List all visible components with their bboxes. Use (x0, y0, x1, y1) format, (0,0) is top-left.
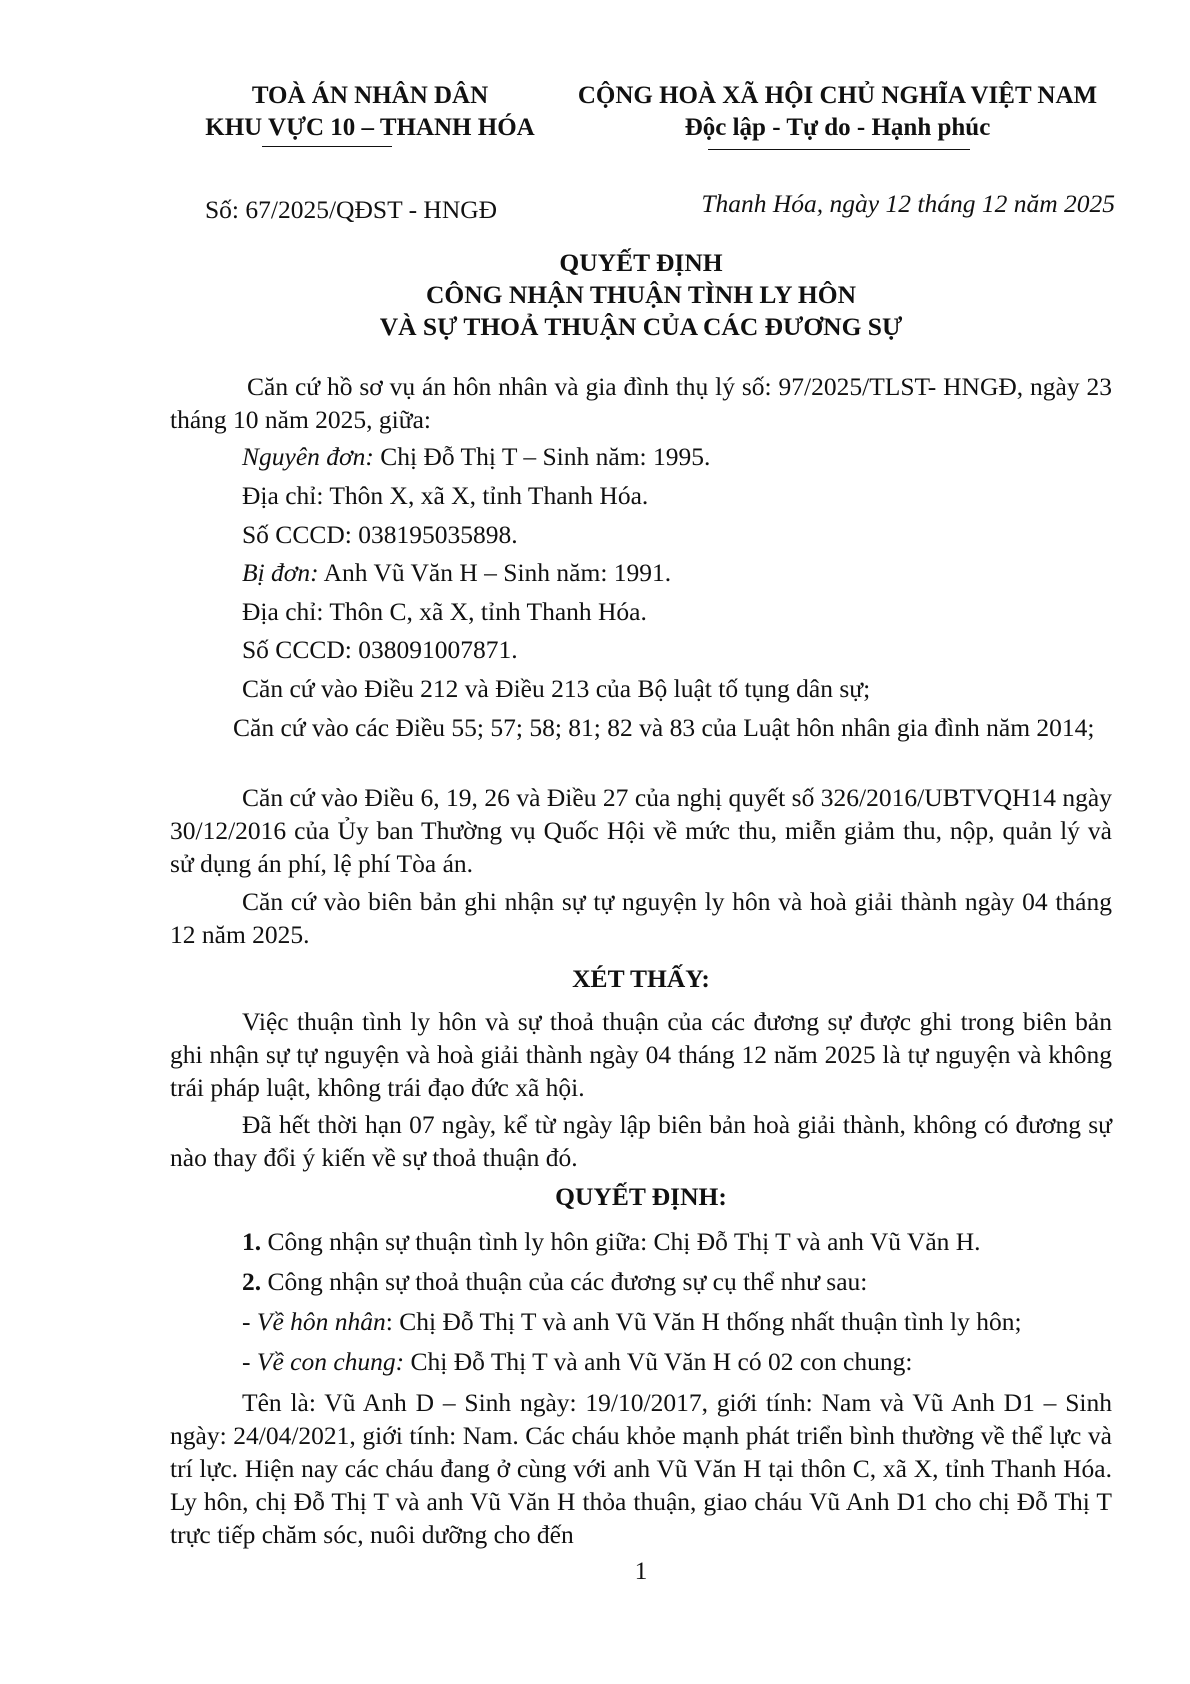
nation-motto: Độc lập - Tự do - Hạnh phúc (684, 114, 991, 141)
children-label: - Về con chung: (242, 1347, 405, 1376)
basis-law-marriage: Căn cứ vào các Điều 55; 57; 58; 81; 82 và 83 của Luật hôn nhân gia đình năm 2014; (233, 713, 1095, 742)
children-text: Chị Đỗ Thị T và anh Vũ Văn H có 02 con chung: (404, 1347, 913, 1376)
findings-para2: Đã hết thời hạn 07 ngày, kể từ ngày lập biên bản hoà giải thành, không có đương sự nào thay đổi ý kiến về sự thoả thuận đó. (170, 1110, 1112, 1172)
findings-heading: XÉT THẤY: (572, 964, 710, 993)
plaintiff-id: Số CCCD: 038195035898. (242, 520, 518, 549)
plaintiff-line (242, 440, 710, 473)
plaintiff-label: Nguyên đơn: (242, 442, 374, 471)
decision-marriage (242, 1305, 1022, 1338)
defendant-label: Bị đơn: (242, 558, 319, 587)
document-number: Số: 67/2025/QĐST - HNGĐ (205, 195, 498, 224)
court-name-line1: TOÀ ÁN NHÂN DÂN (251, 82, 489, 109)
defendant-address: Địa chỉ: Thôn C, xã X, tỉnh Thanh Hóa. (242, 597, 647, 626)
court-name-line2: KHU VỰC 10 – THANH HÓA (205, 114, 535, 141)
defendant-line (242, 556, 671, 589)
children-detail: Tên là: Vũ Anh D – Sinh ngày: 19/10/2017, giới tính: Nam và Vũ Anh D1 – Sinh ngày: 24/04/2021, giới tính: Nam. Các cháu khỏe mạnh phát triển bình thường về thể lực và trí lực. Hiện nay các cháu đang ở cùng với anh Vũ Văn H tại thôn C, xã X, tỉnh Thanh Hóa. Ly hôn, chị Đỗ Thị T và anh Vũ Văn H thỏa thuận, giao cháu Vũ Anh D1 cho chị Đỗ Thị T trực tiếp chăm sóc, nuôi dưỡng cho đến (170, 1388, 1112, 1549)
defendant-value: Anh Vũ Văn H – Sinh năm: 1991. (318, 558, 672, 587)
title-line3: VÀ SỰ THOẢ THUẬN CỦA CÁC ĐƯƠNG SỰ (379, 312, 903, 341)
decision-item-2-text: Công nhận sự thoả thuận của các đương sự cụ thể như sau: (261, 1267, 868, 1296)
title-line2: CÔNG NHẬN THUẬN TÌNH LY HÔN (425, 280, 857, 309)
place-date: Thanh Hóa, ngày 12 tháng 12 năm 2025 (701, 189, 1115, 218)
motto-underline (708, 149, 970, 150)
plaintiff-address: Địa chỉ: Thôn X, xã X, tỉnh Thanh Hóa. (242, 481, 649, 510)
title-line1: QUYẾT ĐỊNH (559, 248, 723, 277)
findings-para1: Việc thuận tình ly hôn và sự thoả thuận của các đương sự được ghi trong biên bản ghi nhận sự tự nguyện và hoà giải thành ngày 04 tháng 12 năm 2025 là tự nguyện và không trái pháp luật, không trái đạo đức xã hội. (170, 1007, 1112, 1102)
marriage-label: - Về hôn nhân (242, 1307, 386, 1336)
decision-item-1-text: Công nhận sự thuận tình ly hôn giữa: Chị Đỗ Thị T và anh Vũ Văn H. (261, 1227, 981, 1256)
decision-heading: QUYẾT ĐỊNH: (555, 1182, 727, 1211)
nation-title: CỘNG HOÀ XÃ HỘI CHỦ NGHĨA VIỆT NAM (577, 82, 1098, 109)
decision-item-1-number: 1. (242, 1227, 262, 1256)
basis-case-file: Căn cứ hồ sơ vụ án hôn nhân và gia đình thụ lý số: 97/2025/TLST- HNGĐ, ngày 23 tháng 10 năm 2025, giữa: (170, 372, 1112, 434)
decision-item-1 (242, 1225, 981, 1258)
plaintiff-value: Chị Đỗ Thị T – Sinh năm: 1995. (373, 442, 711, 471)
decision-item-2 (242, 1265, 867, 1298)
decision-item-2-number: 2. (242, 1267, 262, 1296)
basis-reconciliation-record: Căn cứ vào biên bản ghi nhận sự tự nguyện ly hôn và hoà giải thành ngày 04 tháng 12 năm 2025. (170, 887, 1112, 949)
page-number: 1 (634, 1556, 648, 1585)
document-title (170, 247, 1112, 343)
court-underline (262, 146, 392, 147)
basis-law-procedure: Căn cứ vào Điều 212 và Điều 213 của Bộ luật tố tụng dân sự; (242, 674, 871, 703)
marriage-text: : Chị Đỗ Thị T và anh Vũ Văn H thống nhất thuận tình ly hôn; (385, 1307, 1022, 1336)
basis-law-fees: Căn cứ vào Điều 6, 19, 26 và Điều 27 của nghị quyết số 326/2016/UBTVQH14 ngày 30/12/2016 của Ủy ban Thường vụ Quốc Hội về mức thu, miễn giảm thu, nộp, quản lý và sử dụng án phí, lệ phí Tòa án. (170, 783, 1112, 878)
decision-children (242, 1345, 912, 1378)
defendant-id: Số CCCD: 038091007871. (242, 635, 518, 664)
